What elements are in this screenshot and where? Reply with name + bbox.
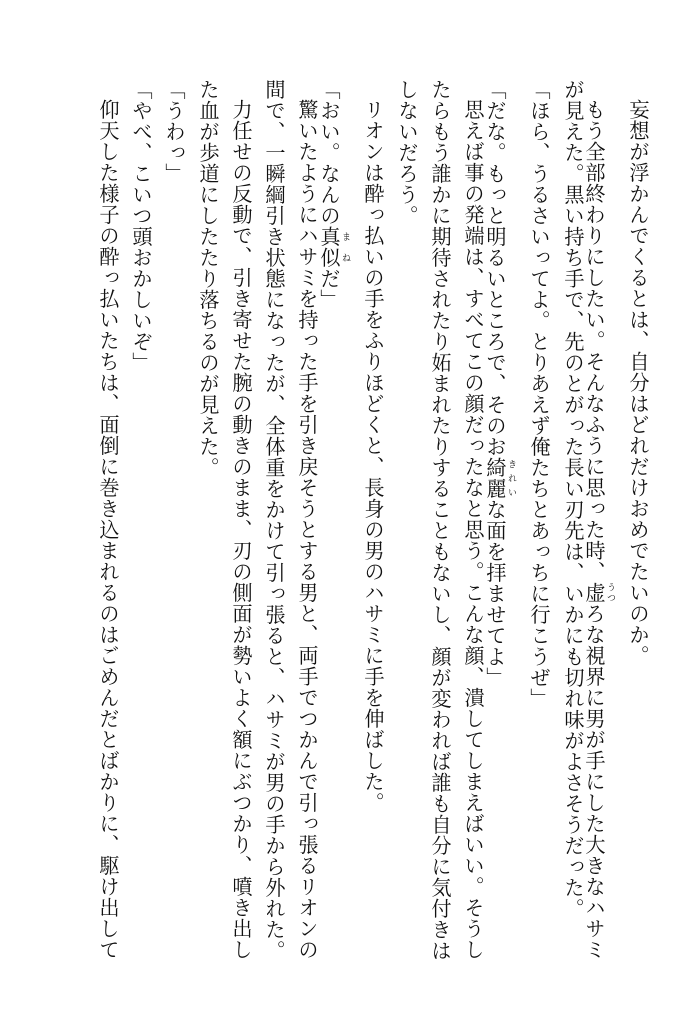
text-column-16: 「やべ、こいつ頭おかしいぞ」	[129, 79, 153, 373]
text-column-8: しないだろう。	[395, 79, 419, 226]
text-column-7: たらもう誰かに期待されたり妬まれたりすることもないし、顔が変われば誰も自分に気付きは	[428, 79, 452, 961]
ruby-mane: 真似 まね	[317, 226, 350, 268]
text-column-13: 力任せの反動で、引き寄せた腕の動きのまま、刃の側面が勢いよく額にぶつかり、噴き出し	[229, 99, 253, 960]
text-column-4: 「ほら、うるさいってよ。とりあえず俺たちとあっちに行こうぜ」	[527, 79, 551, 709]
text-column-11: 驚いたようにハサミを持った手を引き戻そうとする男と、両手でつかんで引っ張るリオンの	[295, 99, 319, 960]
text-column-3: が見えた。黒い持ち手で、先のとがった長い刃先は、いかにも切れ味がよさそうだった。	[561, 79, 585, 919]
text-column-12: 間で、一瞬綱引き状態になったが、全体重をかけて引っ張ると、ハサミが男の手から外れた。	[262, 79, 286, 961]
text-column-2: もう全部終わりにしたい。そんなふうに思った時、虚 うつろな視界に男が手にした大きなハサミ	[582, 99, 615, 960]
text-column-15: 「うわっ」	[162, 79, 186, 184]
text-column-1: 妄想が浮かんでくるとは、自分はどれだけおめでたいのか。	[626, 99, 650, 666]
ruby-utsu: 虚 うつ	[582, 582, 615, 603]
text-column-10: 「おい。なんの真似 まねだ」	[317, 79, 350, 310]
text-column-5: 「だな。もっと明るいところで、そのお綺麗 きれいな面を拝ませてよ」	[483, 79, 516, 688]
text-column-6: 思えば事の発端は、すべてこの顔だったなと思う。こんな顔、潰してしまえばいい。そうし	[461, 99, 485, 960]
text-column-9: リオンは酔っ払いの手をふりほどくと、長身の男のハサミに手を伸ばした。	[361, 99, 385, 813]
ruby-kirei: 綺麗 きれい	[483, 457, 516, 499]
text-column-14: た血が歩道にしたたり落ちるのが見えた。	[196, 79, 220, 478]
text-column-17: 仰天した様子の酔っ払いたちは、面倒に巻き込まれるのはごめんだとばかりに、駆け出して	[96, 99, 120, 960]
